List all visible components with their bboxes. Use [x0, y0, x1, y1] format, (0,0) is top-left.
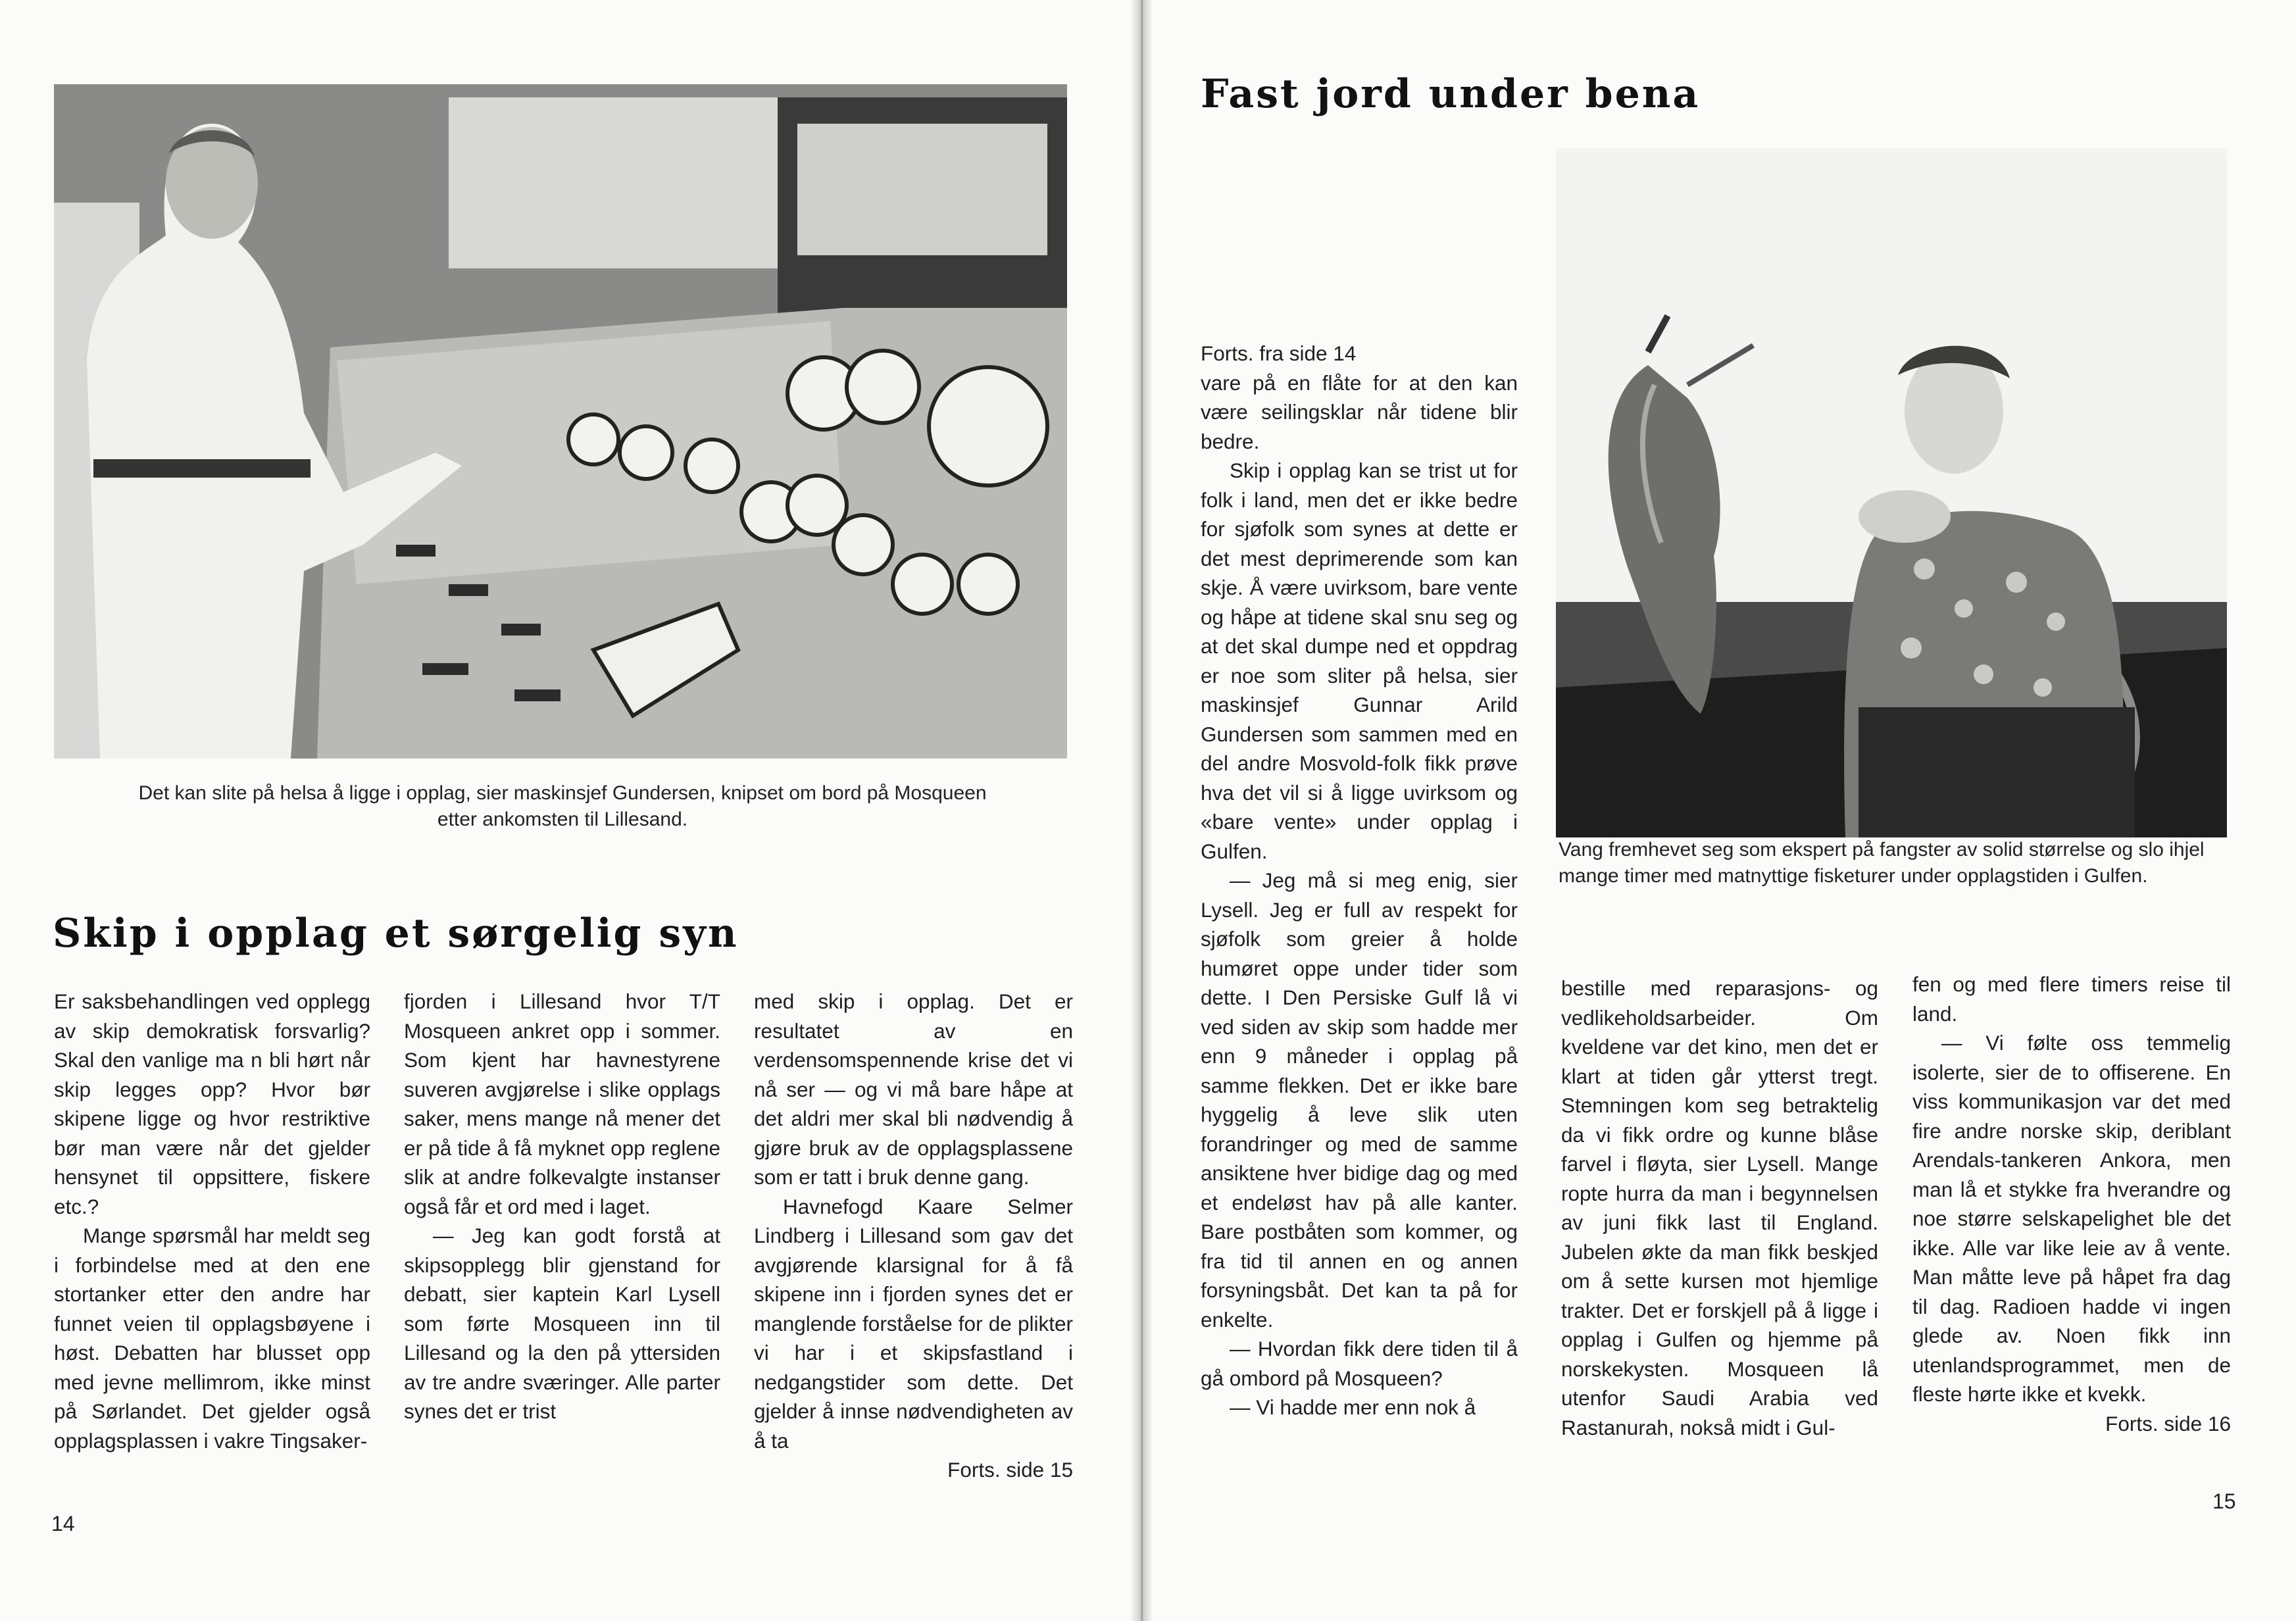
fishing-photo	[1556, 148, 2227, 837]
left-col3-para-2: Havnefogd Kaare Selmer Lindberg i Lillesand som gav det avgjørende klarsignal for å få skipene inn i fjorden synes det er manglende forståelse for de plikter vi har i et skipsfastland i nedgangstider som dette. Det gjelder å innse nødvendigheten av å ta	[754, 1194, 1073, 1453]
engine-room-photo	[54, 84, 1067, 759]
right-continued-note: Forts. side 16	[2105, 1411, 2231, 1435]
right-page	[1141, 0, 2296, 1621]
left-page-number: 14	[51, 1512, 75, 1535]
left-column-2	[404, 987, 720, 1426]
right-col1-para-5: — Vi hadde mer enn nok å	[1230, 1395, 1476, 1419]
fishing-illustration	[1556, 148, 2227, 837]
engine-room-illustration	[54, 84, 1067, 759]
right-column-3	[1912, 970, 2231, 1438]
right-page-number: 15	[2212, 1489, 2236, 1513]
left-column-3	[754, 987, 1073, 1485]
left-headline: Skip i opplag et sørgelig syn	[53, 910, 739, 957]
left-column-1	[54, 987, 370, 1455]
right-column-1	[1201, 339, 1518, 1422]
right-col1-para-1: vare på en flåte for at den kan være seilingsklar når tidene blir bedre.	[1201, 370, 1518, 453]
right-col2-para-1: bestille med reparasjons- og vedlikeholdsarbeider. Om kveldene var det kino, men det er klart at tiden går ytterst tregt. Stemningen kom seg betraktelig da vi fikk ordre og kunne blåse farvel i fløyta, sier Lysell. Mange ropte hurra da man i begynnelsen av juni fikk last til England. Jubelen økte da man fikk beskjed om å sette kursen mot hjemlige trakter. Det er forskjell på å ligge i opplag i Gulfen og hjemme på norskekysten. Mosqueen lå utenfor Saudi Arabia ved Rastanurah, nokså midt i Gul-	[1561, 976, 1878, 1439]
continued-from-note: Forts. fra side 14	[1201, 341, 1357, 365]
right-col1-para-4: — Hvordan fikk dere tiden til å gå ombord på Mosqueen?	[1201, 1337, 1518, 1390]
left-continued-note: Forts. side 15	[947, 1458, 1073, 1482]
engine-room-photo-caption: Det kan slite på helsa å ligge i opplag, sier maskinsjef Gundersen, knipset om bord på Mosqueen etter ankomsten til Lillesand.	[138, 782, 987, 830]
spine-gutter	[1130, 0, 1153, 1621]
left-col3-para-1: med skip i opplag. Det er resultatet av en verdensomspennende krise det vi nå ser — og vi må bare håpe at det aldri mer skal bli nødvendig å gjøre bruk av de opplagsplassene som er tatt i bruk denne gang.	[754, 989, 1073, 1189]
left-col1-para-2: Mange spørsmål har meldt seg i forbindelse med at den ene stortanker etter den andre har funnet veien til opplagsbøyene i høst. Debatten har blusset opp med jevne mellimrom, ikke minst på Sørlandet. Det gjelder også opplagsplassen i vakre Tingsaker-	[54, 1224, 370, 1453]
right-column-2	[1561, 974, 1878, 1442]
right-col1-para-3: — Jeg må si meg enig, sier Lysell. Jeg er full av respekt for sjøfolk som greier å holde humøret oppe under tider som dette. I Den Persiske Gulf lå vi ved siden av skip som hadde mer enn 9 måneder i opplag på samme flekken. Det er ikke bare hyggelig å leve slik uten forandringer og med de samme ansiktene hver bidige dag og med et endeløst hav på alle kanter. Bare postbåten som kommer, og fra tid til annen en og annen forsyningsbåt. Det kan ta på for enkelte.	[1201, 868, 1518, 1332]
left-col2-para-2: — Jeg kan godt forstå at skipsopplegg blir gjenstand for debatt, sier kaptein Karl Lysell som førte Mosqueen inn til Lillesand og la den på yttersiden av tre andre sværinger. Alle parter synes det er trist	[404, 1224, 720, 1423]
left-page	[0, 0, 1141, 1621]
right-col1-para-2: Skip i opplag kan se trist ut for folk i land, men det er ikke bedre for sjøfolk som synes at dette er det mest deprimerende som kan skje. Å være uvirksom, bare vente og håpe at tidene skal snu seg og at det skal dumpe ned et oppdrag er noe som sliter på helsa, sier maskinsjef Gunnar Arild Gundersen som sammen med en del andre Mosvold-folk fikk prøve hva det vil si å ligge uvirksom og «bare vente» under opplag i Gulfen.	[1201, 459, 1518, 863]
right-col3-para-2: — Vi følte oss temmelig isolerte, sier de to offiserene. En viss kommunikasjon var det med fire andre norske skip, deriblant Arendals-tankeren Ankora, men man lå et stykke fra hverandre og noe større selskapelighet ble det ikke. Alle var like leie av å vente. Man måtte leve på håpet fra dag til dag. Radioen hadde vi ingen glede av. Noen fikk inn utenlandsprogrammet, men de fleste hørte ikke et kvekk.	[1912, 1031, 2231, 1406]
right-col3-para-1: fen og med flere timers reise til land.	[1912, 972, 2231, 1026]
left-col2-para-1: fjorden i Lillesand hvor T/T Mosqueen ankret opp i sommer. Som kjent har havnestyrene suveren avgjørelse i slike opplags saker, mens mange nå mener det er på tide å få myknet opp reglene slik at andre folkevalgte instanser også får et ord med i laget.	[404, 989, 720, 1218]
left-col1-para-1: Er saksbehandlingen ved opplegg av skip demokratisk forsvarlig? Skal den vanlige ma n bli hørt når skip legges opp? Hvor bør skipene ligge og hvor restriktive bør man være når det gjelder hensynet til oppsittere, fiskere etc.?	[54, 989, 370, 1218]
fishing-photo-caption: Vang fremhevet seg som ekspert på fangster av solid størrelse og slo ihjel mange timer med matnyttige fisketurer under opplagstiden i Gulfen.	[1559, 839, 2205, 887]
right-headline: Fast jord under bena	[1201, 71, 1701, 117]
